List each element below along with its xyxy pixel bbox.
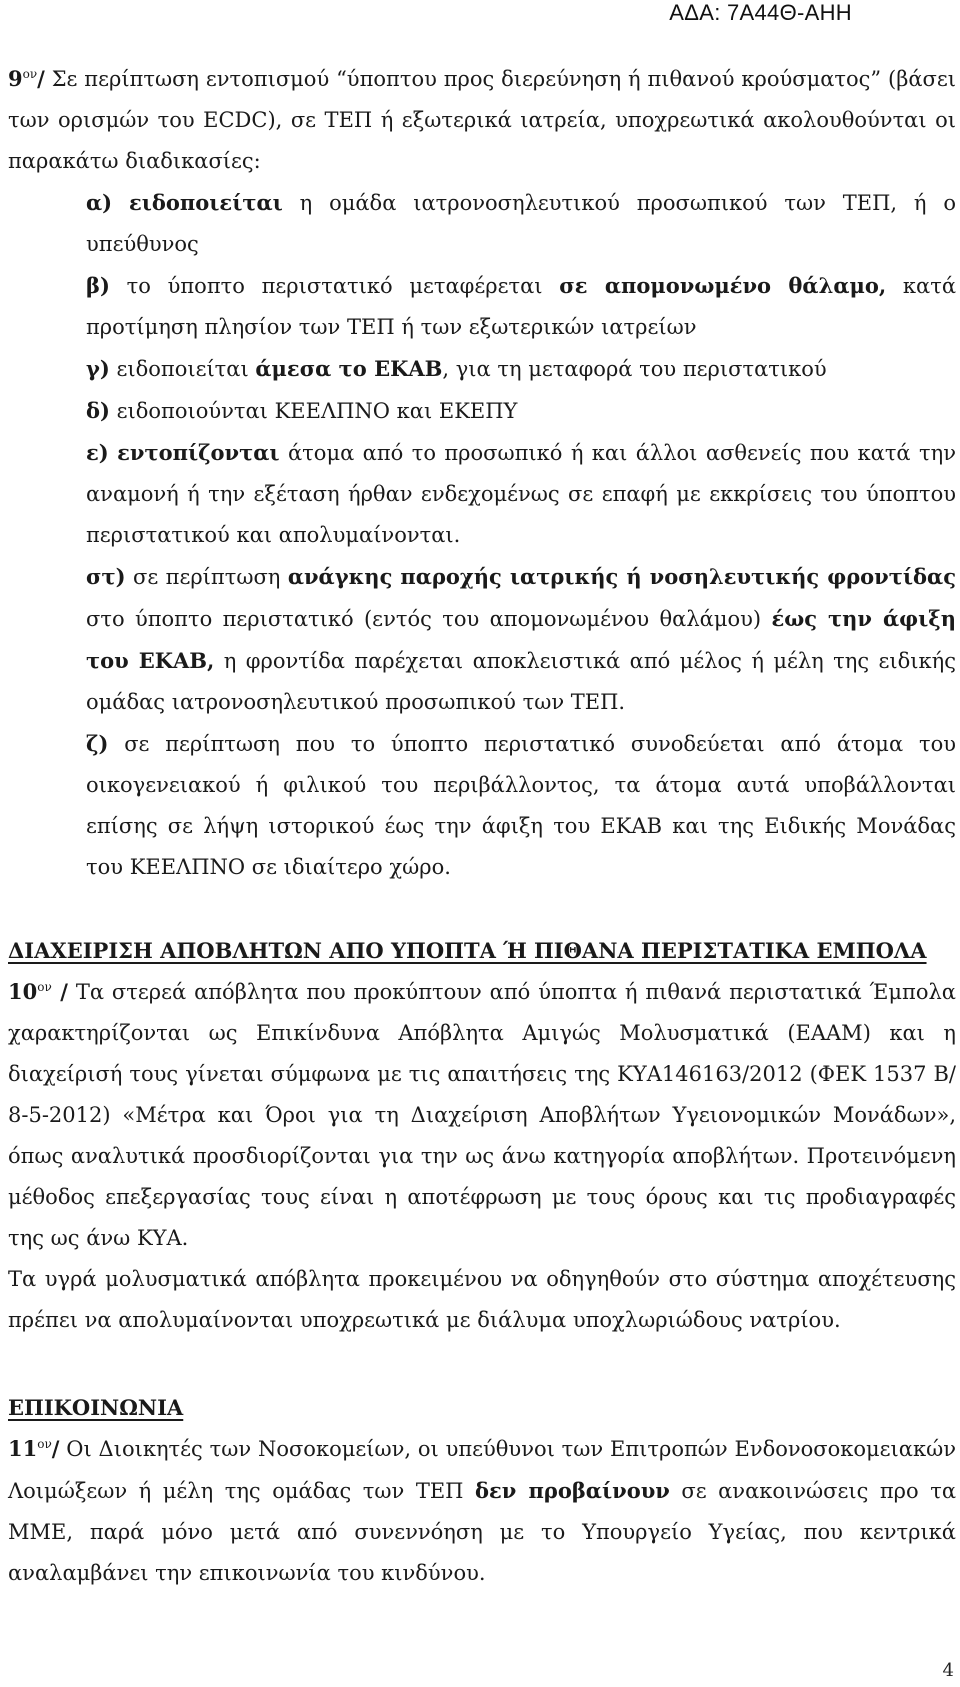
item-text: στο ύποπτο περιστατικό (εντός του απομονωμένου θαλάμου): [86, 607, 772, 631]
item-bold: άμεσα το ΕΚΑΒ: [255, 356, 443, 381]
list-item-z: [86, 723, 956, 888]
ordinal-suffix: ον: [37, 980, 52, 994]
ordinal-suffix: ον: [22, 67, 38, 81]
paragraph-bold: δεν προβαίνουν: [475, 1478, 670, 1503]
item-text: σε περίπτωση που το ύποπτο περιστατικό συνοδεύεται από άτομα του οικογενειακού ή φιλικού του περιβάλλοντος, τα άτομα αυτά υποβάλλονται επίσης σε λήψη ιστορικού έως την άφιξη του ΕΚΑΒ και της Ειδικής Μονάδας του ΚΕΕΛΠΝΟ σε ιδιαίτερο χώρο.: [86, 732, 956, 879]
item-marker: ζ): [86, 731, 109, 756]
paragraph-separator: /: [37, 66, 45, 91]
section-heading-waste: ΔΙΑΧΕΙΡΙΣΗ ΑΠΟΒΛΗΤΩΝ ΑΠΟ ΥΠΟΠΤΑ Ή ΠΙΘΑΝΑ ΠΕΡΙΣΤΑΤΙΚΑ ΕΜΠΟΛΑ: [8, 938, 927, 963]
paragraph-number: 11: [8, 1436, 38, 1461]
item-text: η ομάδα ιατρονοσηλευτικού προσωπικού των ΤΕΠ, ή ο υπεύθυνος: [86, 191, 956, 256]
document-body: [8, 58, 956, 1594]
item-text: το ύποπτο περιστατικό μεταφέρεται: [109, 274, 560, 298]
item-marker: στ): [86, 564, 126, 589]
list-item-d: [86, 390, 956, 432]
procedure-list: [86, 182, 956, 888]
list-item-st: [86, 556, 956, 723]
section-heading-communication: ΕΠΙΚΟΙΝΩΝΙΑ: [8, 1395, 184, 1420]
paragraph-number: 9: [8, 66, 23, 91]
paragraph-separator: /: [51, 979, 68, 1004]
item-text: άτομα από το προσωπικό ή και άλλοι ασθενείς που κατά την αναμονή ή την εξέταση ήρθαν ενδεχομένως σε επαφή με εκκρίσεις του ύποπτου περιστατικού και απολυμαίνονται.: [86, 441, 956, 547]
list-item-e: [86, 432, 956, 556]
item-marker: β): [86, 273, 110, 298]
paragraph-number: 10: [8, 979, 38, 1004]
item-marker: α): [86, 190, 113, 215]
item-marker: δ): [86, 398, 110, 423]
paragraph-text: Οι Διοικητές των Νοσοκομείων, οι υπεύθυνοι των Επιτροπών Ενδονοσοκομειακών Λοιμώξεων ή μέλη της ομάδας των ΤΕΠ: [8, 1437, 956, 1503]
item-bold: έως την άφιξη του ΕΚΑΒ,: [86, 606, 956, 673]
paragraph-11: [8, 1428, 956, 1594]
paragraph-separator: /: [51, 1436, 60, 1461]
list-item-a: [86, 182, 956, 265]
paragraph-9: [8, 58, 956, 182]
paragraph-text: σε ανακοινώσεις προ τα ΜΜΕ, παρά μόνο μετά από συνεννόηση με το Υπουργείο Υγείας, που κεντρικά αναλαμβάνει την επικοινωνία του κινδύνου.: [8, 1479, 956, 1585]
paragraph-10: [8, 971, 956, 1259]
item-marker: ε): [86, 440, 109, 465]
item-text: η φροντίδα παρέχεται αποκλειστικά από μέλος ή μέλη της ειδικής ομάδας ιατρονοσηλευτικού προσωπικού των ΤΕΠ.: [86, 649, 956, 714]
item-text: , για τη μεταφορά του περιστατικού: [442, 357, 827, 381]
ada-code: ΑΔΑ: 7Α44Θ-ΑΗΗ: [669, 0, 852, 25]
item-bold: σε απομονωμένο θάλαμο,: [559, 273, 887, 298]
list-item-b: [86, 265, 956, 348]
item-text: ειδοποιούνται ΚΕΕΛΠΝΟ και ΕΚΕΠΥ: [109, 399, 518, 423]
item-text: ειδοποιείται: [109, 357, 256, 381]
paragraph-text: Τα στερεά απόβλητα που προκύπτουν από ύποπτα ή πιθανά περιστατικά Έμπολα χαρακτηρίζονται ως Επικίνδυνα Απόβλητα Αμιγώς Μολυσματικά (ΕΑΑΜ) και η διαχείρισή τους γίνεται σύμφωνα με τις απαιτήσεις της ΚΥΑ146163/2012 (ΦΕΚ 1537 Β/ 8-5-2012) «Μέτρα και Όροι για τη Διαχείριση Αποβλήτων Υγειονομικών Μονάδων», όπως αναλυτικά προσδιορίζονται για την ως άνω κατηγορία αποβλήτων. Προτεινόμενη μέθοδος επεξεργασίας τους είναι η αποτέφρωση με τους όρους και τις προδιαγραφές της ως άνω ΚΥΑ.: [8, 980, 956, 1250]
item-bold: ανάγκης παροχής ιατρικής ή νοσηλευτικής φροντίδας: [287, 564, 956, 589]
item-text: σε περίπτωση: [125, 565, 288, 589]
page-number: 4: [942, 1660, 954, 1681]
list-item-c: [86, 348, 956, 390]
ordinal-suffix: ον: [37, 1437, 52, 1451]
paragraph-liquid-waste: Τα υγρά μολυσματικά απόβλητα προκειμένου να οδηγηθούν στο σύστημα αποχέτευσης πρέπει να απολυμαίνονται υποχρεωτικά με διάλυμα υποχλωριώδους νατρίου.: [8, 1267, 956, 1332]
item-text: κατά προτίμηση πλησίον των ΤΕΠ ή των εξωτερικών ιατρείων: [86, 274, 957, 339]
paragraph-text: Σε περίπτωση εντοπισμού “ύποπτου προς διερεύνηση ή πιθανού κρούσματος” (βάσει των ορισμών του ECDC), σε ΤΕΠ ή εξωτερικά ιατρεία, υποχρεωτικά ακολουθούνται οι παρακάτω διαδικασίες:: [8, 67, 956, 173]
item-marker: γ): [86, 356, 110, 381]
item-bold: εντοπίζονται: [117, 440, 280, 465]
item-bold: ειδοποιείται: [128, 190, 283, 215]
